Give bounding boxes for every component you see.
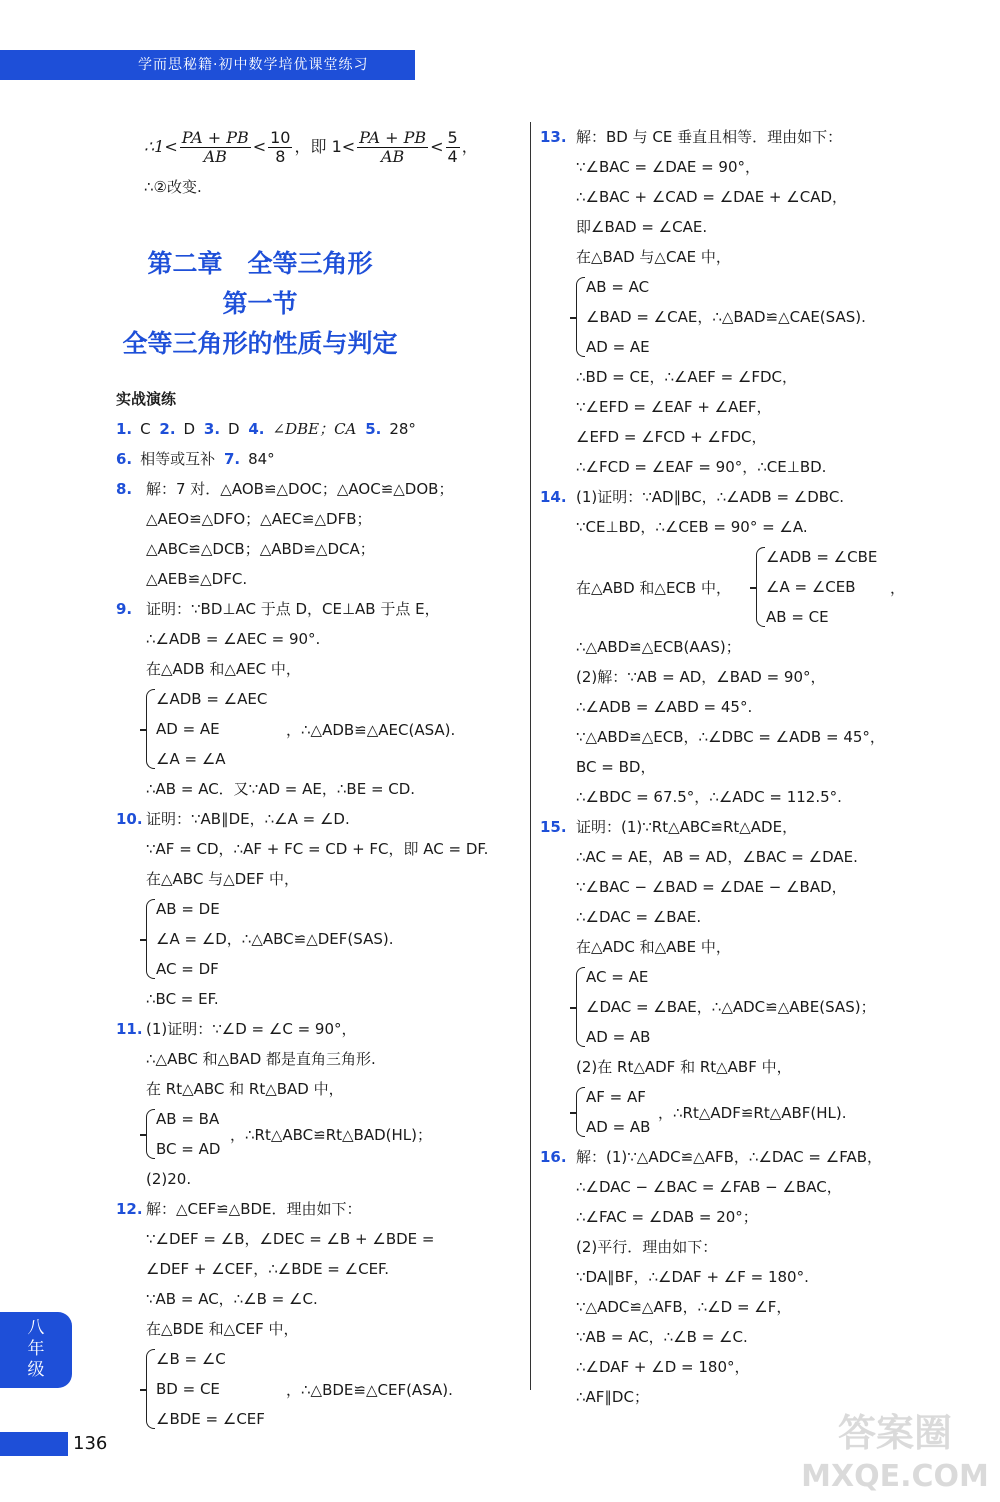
brace-system (116, 1344, 520, 1434)
q15-line (540, 812, 960, 842)
column-divider (530, 122, 531, 1390)
brace-group (146, 894, 520, 984)
brace-system (540, 1082, 960, 1142)
solution-text: ∵AF = CD，∴AF + FC = CD + FC，即 AC = DF. (146, 840, 489, 858)
brace-line: AF = AF (586, 1088, 646, 1106)
solution-text: ∴△ABC 和△BAD 都是直角三角形. (146, 1050, 376, 1068)
fraction-top: PA + PB (359, 128, 427, 147)
q11-line (116, 1014, 520, 1044)
question-number: 10. (116, 810, 143, 828)
answer: C (140, 420, 151, 438)
grade-char: 年 (27, 1339, 45, 1359)
frac-post: ， (461, 137, 478, 156)
solution-text: △ABC≌△DCB；△ABD≌△DCA； (146, 540, 375, 558)
grade-tab (0, 1312, 72, 1388)
brace-conclusion: ，∴Rt△ADF≌Rt△ABF(HL). (658, 1103, 847, 1122)
solution-text: ∴∠ADB = ∠ABD = 45°. (576, 698, 753, 716)
topic-title: 全等三角形的性质与判定 (122, 329, 398, 358)
frac-sep: < (430, 137, 444, 156)
question-number: 8. (116, 480, 133, 498)
solution-text: (1)证明：∵AD∥BC，∴∠ADB = ∠DBC. (576, 488, 845, 506)
left-brace (146, 689, 155, 769)
solution-text: ∴∠DAF + ∠D = 180°， (576, 1358, 750, 1376)
fraction-bottom: 4 (447, 147, 458, 166)
question-number: 5. (365, 420, 382, 438)
solution-text: 解：△CEF≌△BDE．理由如下： (146, 1200, 362, 1218)
brace-line: ∠ADB = ∠AEC (156, 690, 268, 708)
q8-line (116, 474, 520, 504)
solution-text: △AEB≌△DFC. (146, 570, 248, 588)
question-number: 2. (159, 420, 176, 438)
question-number: 4. (248, 420, 265, 438)
solution-text: 在△ABC 与△DEF 中， (146, 870, 300, 888)
solution-text: ∴∠DAC − ∠BAC = ∠FAB − ∠BAC， (576, 1178, 842, 1196)
section-title: 第一节 (222, 289, 298, 318)
answer: D (183, 420, 196, 438)
solution-text: ∴BC = EF. (146, 990, 219, 1008)
q14-line (540, 482, 960, 512)
question-number: 9. (116, 600, 133, 618)
q13-line (540, 122, 960, 152)
question-number: 15. (540, 818, 567, 836)
brace-line: ∠A = ∠CEB (766, 578, 856, 596)
question-number: 6. (116, 450, 133, 468)
watermark-text-top: 答案圈 (837, 1411, 953, 1455)
brace-line: AD = AB (586, 1118, 651, 1136)
answer-line-6-7 (116, 444, 520, 474)
solution-text: △AEO≌△DFO；△AEC≌△DFB； (146, 510, 372, 528)
frac-pre: ∴1< (144, 137, 178, 156)
solution-text: (2)20. (146, 1170, 192, 1188)
frac-sep: ，即 1< (294, 137, 356, 156)
solution-text: ∠DEF + ∠CEF，∴∠BDE = ∠CEF. (146, 1260, 390, 1278)
question-number: 13. (540, 128, 567, 146)
left-brace (576, 1087, 585, 1137)
grade-char: 八 (27, 1318, 45, 1338)
brace-line: ∠BDE = ∠CEF (156, 1410, 265, 1428)
answer: D (228, 420, 240, 438)
brace-line: AB = BA (156, 1110, 220, 1128)
solution-text: ∴∠BAC + ∠CAD = ∠DAE + ∠CAD， (576, 188, 848, 206)
solution-text: ∵AB = AC，∴∠B = ∠C. (576, 1328, 748, 1346)
brace-line: ∠B = ∠C (156, 1350, 226, 1368)
solution-text: ∵△ADC≌△AFB，∴∠D = ∠F， (576, 1298, 792, 1316)
solution-text: ∴△ABD≌△ECB(AAS)； (576, 638, 741, 656)
question-number: 1. (116, 420, 133, 438)
brace-group (576, 962, 960, 1052)
brace-line: BD = CE (156, 1380, 220, 1398)
brace-conclusion: ，∴△BDE≌△CEF(ASA). (286, 1380, 453, 1399)
header-title: 学而思秘籍·初中数学培优课堂练习 (138, 57, 369, 73)
solution-text: 证明：∵BD⊥AC 于点 D，CE⊥AB 于点 E， (146, 600, 440, 618)
q16-line (540, 1142, 960, 1172)
fraction (357, 129, 428, 166)
question-number: 7. (223, 450, 241, 468)
brace-line: AD = AE (156, 720, 220, 738)
brace-line: AB = DE (156, 900, 220, 918)
solution-text: ∵AB = AC，∴∠B = ∠C. (146, 1290, 318, 1308)
solution-text: ∵∠BAC = ∠DAE = 90°， (576, 158, 761, 176)
brace-line: AC = AE (586, 968, 649, 986)
header-bar (0, 50, 415, 80)
solution-text: 解：7 对．△AOB≌△DOC；△AOC≌△DOB； (146, 480, 454, 498)
text-line: ∴②改变. (144, 178, 202, 196)
solution-text: ∴∠DAC = ∠BAE. (576, 908, 702, 926)
brace-system (116, 1104, 520, 1164)
fraction (446, 129, 460, 166)
exercise-heading: 实战演练 (116, 390, 177, 408)
brace-group (756, 542, 960, 632)
page-number: 136 (73, 1433, 108, 1454)
brace-conclusion: ，∴Rt△ABC≌Rt△BAD(HL)； (230, 1125, 432, 1144)
fraction-inequality (116, 122, 520, 172)
left-brace (576, 277, 585, 357)
question-number: 3. (203, 420, 221, 438)
brace-line: AD = AB (586, 1028, 651, 1046)
solution-text: ∴BD = CE，∴∠AEF = ∠FDC， (576, 368, 798, 386)
chapter-title: 第二章 全等三角形 (147, 249, 373, 278)
answer-line-1-5 (116, 414, 520, 444)
brace-conclusion: ， (890, 578, 906, 597)
solution-text: ∴AF∥DC； (576, 1388, 649, 1406)
solution-text: ∵DA∥BF，∴∠DAF + ∠F = 180°. (576, 1268, 809, 1286)
solution-text: ∵CE⊥BD，∴∠CEB = 90° = ∠A. (576, 518, 808, 536)
brace-line: BC = AD (156, 1140, 221, 1158)
question-number: 16. (540, 1148, 567, 1166)
watermark-logo (800, 1404, 990, 1494)
solution-text: 证明：(1)∵Rt△ABC≌Rt△ADE， (576, 818, 798, 836)
brace-line: ∠A = ∠A (156, 750, 226, 768)
answer: 相等或互补 (140, 450, 216, 468)
solution-text: (2)在 Rt△ADF 和 Rt△ABF 中， (576, 1058, 792, 1076)
solution-text: BC = BD， (576, 758, 656, 776)
fraction-bottom: 8 (275, 147, 286, 166)
fraction-bottom: AB (203, 147, 227, 166)
left-brace (576, 967, 585, 1047)
solution-text: ∴AC = AE，AB = AD，∠BAC = ∠DAE. (576, 848, 858, 866)
brace-intro: 在△ABD 和△ECB 中， (576, 578, 731, 597)
page-number-bar (0, 1432, 68, 1456)
solution-text: (2)解：∵AB = AD，∠BAD = 90°， (576, 668, 826, 686)
fraction-top: 10 (270, 128, 291, 147)
solution-text: ∴∠BDC = 67.5°，∴∠ADC = 112.5°. (576, 788, 842, 806)
answer: 84° (248, 450, 275, 468)
solution-text: ∵△ABD≌△ECB，∴∠DBC = ∠ADB = 45°， (576, 728, 885, 746)
solution-text: 解：BD 与 CE 垂直且相等．理由如下： (576, 128, 843, 146)
solution-text: ∵∠BAC − ∠BAD = ∠DAE − ∠BAD， (576, 878, 847, 896)
watermark-text-bottom: MXQE.COM (801, 1459, 989, 1494)
solution-text: ∵∠DEF = ∠B，∠DEC = ∠B + ∠BDE = (146, 1230, 435, 1248)
solution-text: 在△BAD 与△CAE 中， (576, 248, 731, 266)
answer: ∠DBE；CA (272, 420, 357, 438)
fraction (180, 129, 251, 166)
fraction-top: PA + PB (181, 128, 249, 147)
question-number: 12. (116, 1200, 143, 1218)
solution-text: ∠EFD = ∠FCD + ∠FDC， (576, 428, 767, 446)
q12-line (116, 1194, 520, 1224)
left-brace (146, 899, 155, 979)
brace-line: AD = AE (586, 338, 650, 356)
brace-conclusion: ，∴△ADB≌△AEC(ASA). (286, 720, 456, 739)
brace-line: AC = DF (156, 960, 219, 978)
brace-line: ∠DAC = ∠BAE，∴△ADC≌△ABE(SAS)； (586, 998, 876, 1016)
brace-line: ∠BAD = ∠CAE，∴△BAD≌△CAE(SAS). (586, 308, 866, 326)
solution-text: ∴∠ADB = ∠AEC = 90°. (146, 630, 321, 648)
solution-text: 在△ADB 和△AEC 中， (146, 660, 301, 678)
brace-line: ∠A = ∠D，∴△ABC≌△DEF(SAS). (156, 930, 394, 948)
solution-text: ∴∠FCD = ∠EAF = 90°，∴CE⊥BD. (576, 458, 827, 476)
brace-line: AB = AC (586, 278, 650, 296)
grade-char: 级 (27, 1360, 45, 1380)
solution-text: ∴AB = AC．又∵AD = AE，∴BE = CD. (146, 780, 416, 798)
left-column (116, 122, 520, 1434)
question-number: 11. (116, 1020, 143, 1038)
brace-group (576, 272, 960, 362)
fraction-bottom: AB (380, 147, 405, 166)
q10-line (116, 804, 520, 834)
left-brace (146, 1109, 155, 1159)
fraction-top: 5 (447, 128, 458, 147)
brace-line: AB = CE (766, 608, 829, 626)
solution-text: 在△BDE 和△CEF 中， (146, 1320, 299, 1338)
solution-text: ∴∠FAC = ∠DAB = 20°； (576, 1208, 758, 1226)
brace-system (540, 542, 960, 632)
q9-line (116, 594, 520, 624)
left-brace (756, 547, 765, 627)
right-column (540, 122, 960, 1412)
answer: 28° (389, 420, 416, 438)
brace-system (116, 684, 520, 774)
left-brace (146, 1349, 155, 1429)
question-number: 14. (540, 488, 567, 506)
solution-text: 解：(1)∵△ADC≌△AFB，∴∠DAC = ∠FAB， (576, 1148, 882, 1166)
brace-line: ∠ADB = ∠CBE (766, 548, 878, 566)
solution-text: ∵∠EFD = ∠EAF + ∠AEF， (576, 398, 772, 416)
solution-text: (1)证明：∵∠D = ∠C = 90°， (146, 1020, 357, 1038)
solution-text: (2)平行．理由如下： (576, 1238, 718, 1256)
fraction (268, 129, 292, 166)
frac-sep: < (252, 137, 267, 156)
solution-text: 在 Rt△ABC 和 Rt△BAD 中， (146, 1080, 344, 1098)
solution-text: 证明：∵AB∥DE，∴∠A = ∠D. (146, 810, 350, 828)
solution-text: 即∠BAD = ∠CAE. (576, 218, 708, 236)
solution-text: 在△ADC 和△ABE 中， (576, 938, 731, 956)
